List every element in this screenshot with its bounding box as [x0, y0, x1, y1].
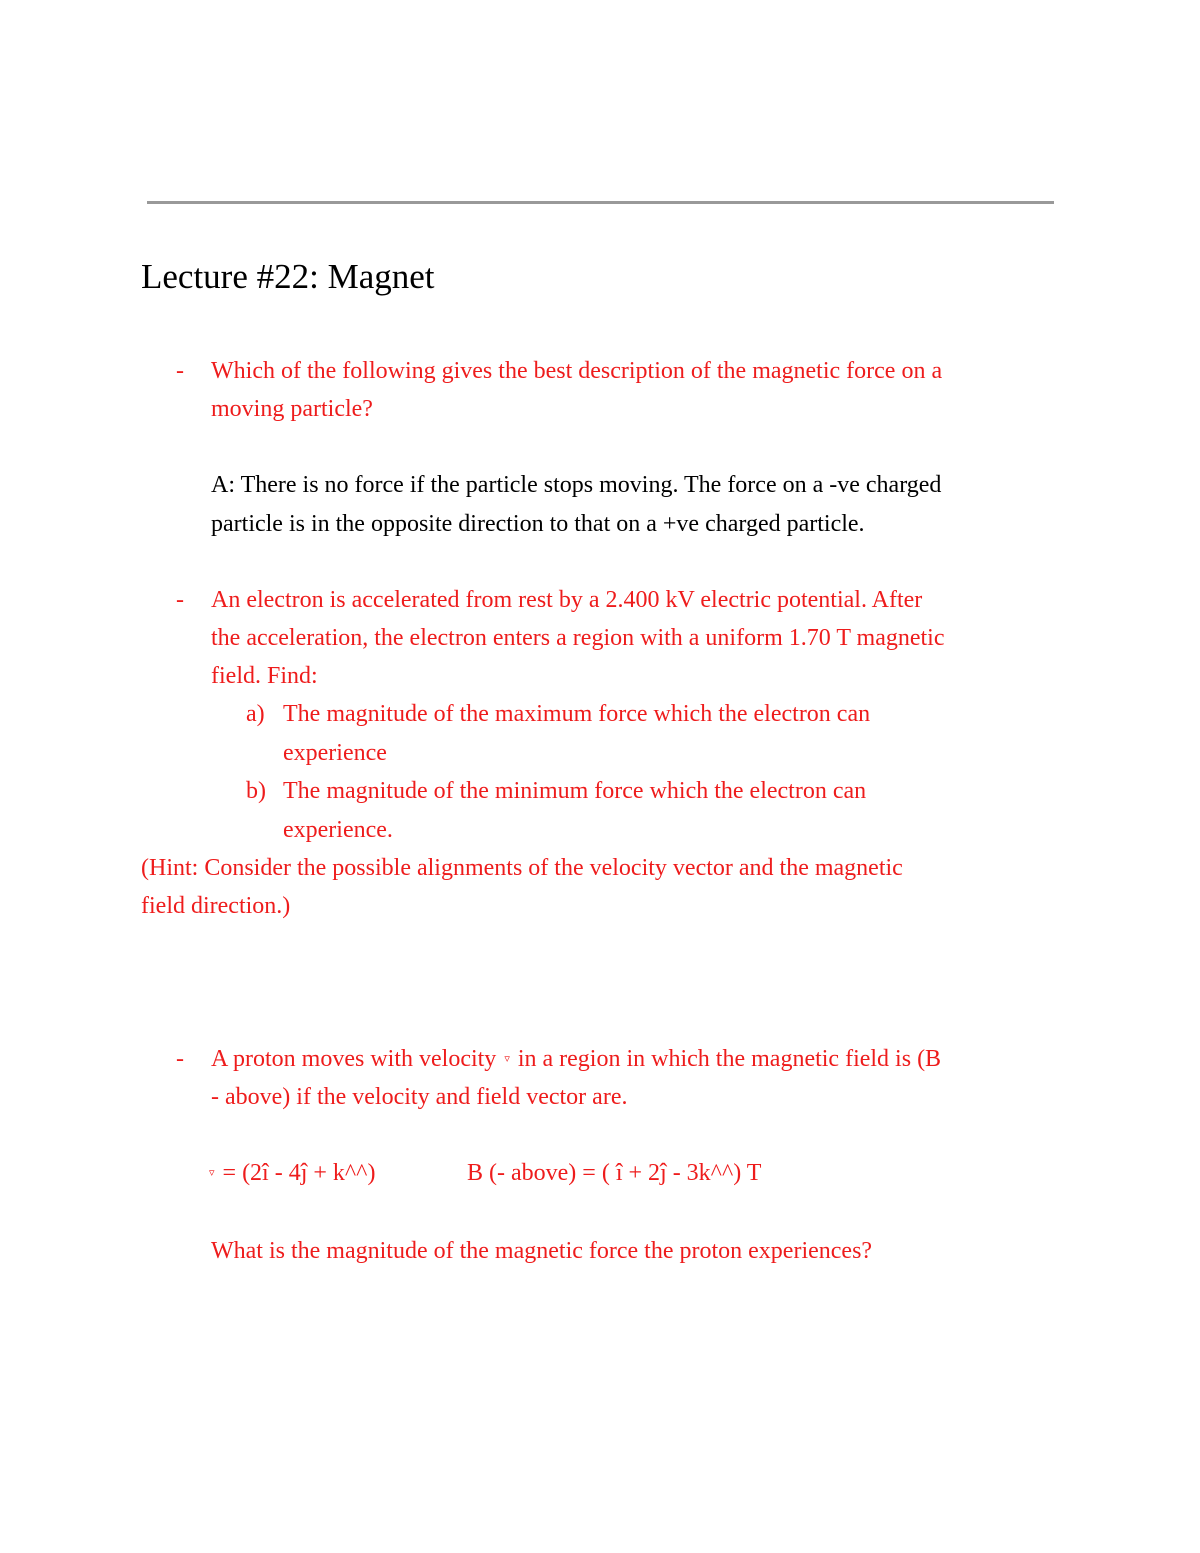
q2-part-a-label: a) — [246, 701, 265, 727]
q3-text-line1-end: in a region in which the magnetic field is (B — [517, 1046, 942, 1072]
page-title: Lecture #22: Magnet — [141, 257, 435, 296]
q2-part-b-line1: The magnitude of the minimum force which the electron can — [283, 778, 867, 804]
field-equation: B (- above) = ( î + 2ĵ - 3k^^) T — [467, 1160, 762, 1186]
velocity-equation-text: = (2î - 4ĵ + k^^) — [222, 1160, 376, 1186]
q3-text-line2: - above) if the velocity and field vector are. — [211, 1084, 628, 1110]
velocity-vector-icon: ▿ — [209, 1167, 215, 1179]
q2-text-line3: field. Find: — [211, 663, 318, 689]
q2-part-b-line2: experience. — [283, 817, 393, 843]
q2-bullet: - — [176, 587, 184, 613]
q3-question: What is the magnitude of the magnetic force the proton experiences? — [211, 1238, 873, 1264]
q2-text-line2: the acceleration, the electron enters a region with a uniform 1.70 T magnetic — [211, 625, 945, 651]
q1-text-line2: moving particle? — [211, 396, 373, 422]
q3-bullet: - — [176, 1046, 184, 1072]
q3-text-line1 — [211, 1040, 941, 1079]
q2-part-a-line1: The magnitude of the maximum force which the electron can — [283, 701, 871, 727]
q3-text-line1-start: A proton moves with velocity — [211, 1046, 497, 1072]
q1-answer-line1: A: There is no force if the particle stops moving. The force on a -ve charged — [211, 472, 942, 498]
q2-hint-line1: (Hint: Consider the possible alignments of the velocity vector and the magnetic — [141, 855, 903, 881]
velocity-vector-icon: ▿ — [504, 1053, 510, 1065]
q2-hint-line2: field direction.) — [141, 893, 291, 919]
q2-part-a-line2: experience — [283, 740, 387, 766]
q1-answer-line2: particle is in the opposite direction to that on a +ve charged particle. — [211, 511, 865, 537]
velocity-equation — [207, 1154, 375, 1193]
horizontal-rule — [147, 201, 1054, 204]
q1-text-line1: Which of the following gives the best description of the magnetic force on a — [211, 358, 943, 384]
q2-text-line1: An electron is accelerated from rest by a 2.400 kV electric potential. After — [211, 587, 923, 613]
q1-bullet: - — [176, 358, 184, 384]
q2-part-b-label: b) — [246, 778, 266, 804]
